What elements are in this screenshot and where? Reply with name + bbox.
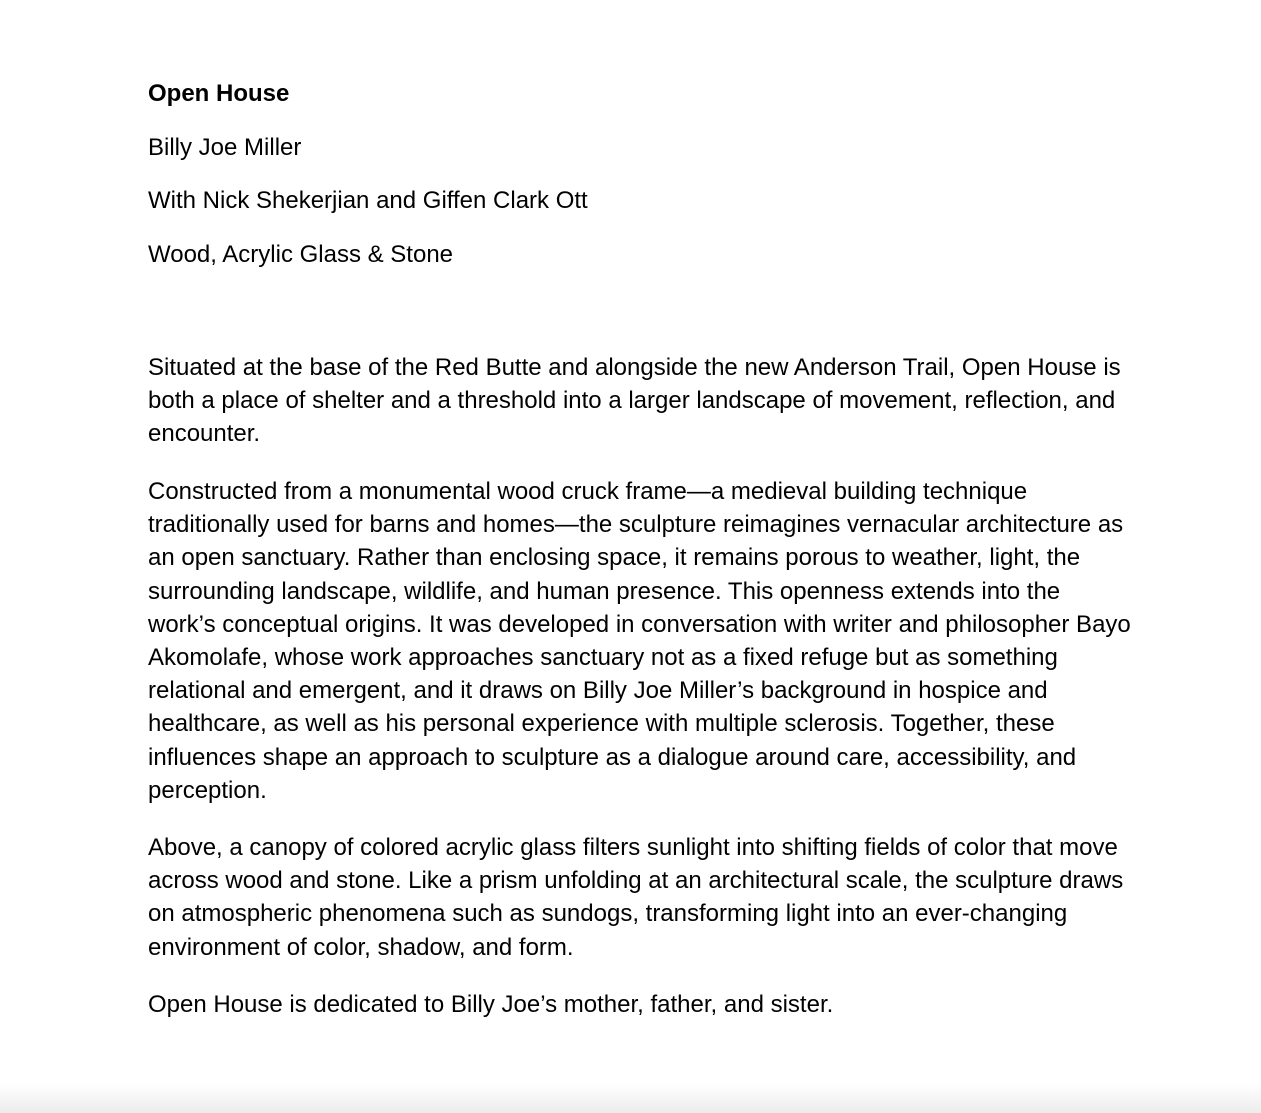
document-title: Open House (148, 80, 290, 107)
page-bottom-edge (0, 1083, 1261, 1113)
paragraph-intro: Situated at the base of the Red Butte and alongside the new Anderson Trail, Open House is both a place of shelter and a threshold into a larger landscape of movement, reflection, and encounter. (148, 354, 1121, 448)
artist-name: Billy Joe Miller (148, 134, 302, 161)
collaborators-line: With Nick Shekerjian and Giffen Clark Ott (148, 187, 588, 214)
materials-line: Wood, Acrylic Glass & Stone (148, 241, 454, 268)
paragraph-construction: Constructed from a monumental wood cruck frame—a medieval building technique traditionally used for barns and homes—the sculpture reimagines vernacular architecture as an open sanctuary. Rather than enclosing space, it remains porous to weather, light, the surrounding landscape, wildlife, and human presence. This openness extends into the work’s conceptual origins. It was developed in conversation with writer and philosopher Bayo Akomolafe, whose work approaches sanctuary not as a fixed refuge but as something relational and emergent, and it draws on Billy Joe Miller’s background in hospice and healthcare, as well as his personal experience with multiple sclerosis. Together, these influences shape an approach to sculpture as a dialogue around care, accessibility, and perception. (148, 478, 1131, 804)
paragraph-canopy: Above, a canopy of colored acrylic glass filters sunlight into shifting fields of color that move across wood and stone. Like a prism unfolding at an architectural scale, the sculpture draws on atmospheric phenomena such as sundogs, transforming light into an ever-changing environment of color, shadow, and form. (148, 834, 1124, 961)
paragraph-dedication: Open House is dedicated to Billy Joe’s mother, father, and sister. (148, 991, 834, 1018)
